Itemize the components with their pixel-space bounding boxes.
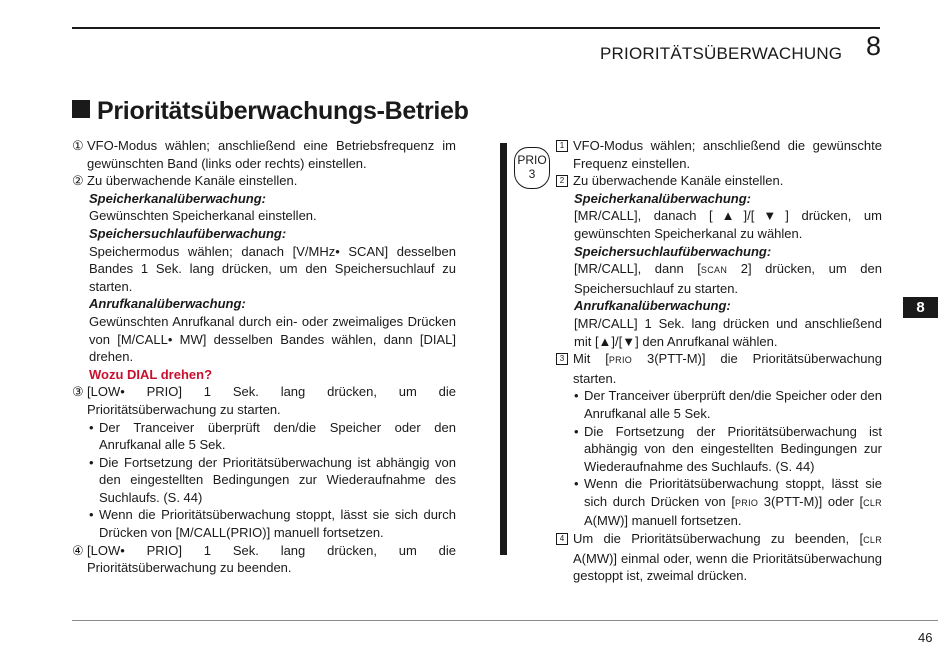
subheading-call: Anrufkanalüberwachung:	[89, 296, 246, 312]
step-text: VFO-Modus wählen; anschließend eine Betriebsfrequenz im gewünschten Band (links oder rechts) einstellen.	[87, 138, 456, 171]
key-label-prio: PRIO	[608, 355, 633, 366]
text-segment: Wenn die Prioritätsüberwachung stoppt, lässt sie sich durch Drücken von [	[584, 476, 882, 509]
step-text: VFO-Modus wählen; anschließend die gewünschte Frequenz einstellen.	[573, 138, 882, 171]
bullet-dot: •	[574, 423, 579, 439]
why-dial-link[interactable]: Wozu DIAL drehen?	[89, 366, 213, 382]
bullet-item	[574, 387, 882, 422]
bullet-item	[574, 423, 882, 476]
step-box-marker: 3	[556, 353, 568, 365]
step-marker: ①	[72, 138, 84, 153]
step-box-marker: 1	[556, 140, 568, 152]
key-label-clr: CLR	[863, 497, 882, 508]
subheading-memory-scan: Speichersuchlaufüberwachung:	[89, 225, 287, 241]
bullet-dot: •	[89, 454, 94, 470]
call-text: Gewünschten Anrufkanal durch ein- oder zweimaliges Drücken von [M/CALL• MW] desselben Bandes wählen, dann [DIAL] drehen.	[89, 313, 456, 365]
text-segment: A(MW)] manuell fortsetzen.	[584, 513, 742, 529]
text-segment: [MR/CALL], dann [	[574, 261, 701, 277]
section-heading	[72, 97, 469, 126]
bullet-dot: •	[89, 507, 94, 523]
column-divider-bar	[500, 143, 507, 555]
header-rule	[72, 27, 880, 29]
memory-scan-text	[574, 260, 882, 297]
step-text: [LOW• PRIO] 1 Sek. lang drücken, um die Prioritätsüberwachung zu starten.	[87, 384, 456, 417]
key-label-clr: CLR	[863, 535, 882, 546]
step-text: Zu überwachende Kanäle einstellen.	[573, 173, 784, 189]
subheading-memory: Speicherkanalüberwachung:	[574, 190, 751, 206]
bullet-text: Die Fortsetzung der Prioritätsüberwachung ist abhängig von den eingestellten Bedingungen zur Wiederaufnahme des Suchlaufs. (S. 44)	[584, 423, 882, 474]
text-segment: Mit [	[573, 351, 609, 367]
step-text: [LOW• PRIO] 1 Sek. lang drücken, um die Prioritätsüberwachung zu beenden.	[87, 542, 456, 576]
text-segment: A(MW)] einmal oder, wenn die Prioritätsüberwachung gestoppt ist, zweimal drücken.	[573, 550, 882, 584]
left-column	[72, 137, 456, 577]
call-text: [MR/CALL] 1 Sek. lang drücken und anschließend mit [▲]/[▼] den Anrufkanal wählen.	[574, 315, 882, 349]
chapter-number: 8	[866, 31, 882, 61]
bullet-text: Wenn die Prioritätsüberwachung stoppt, lässt sie sich durch Drücken von [M/CALL(PRIO)] manuell fortsetzen.	[99, 507, 456, 541]
text-segment: 3(PTT-M)] die Prioritätsüberwachung starten.	[573, 351, 882, 386]
key-label-scan: SCAN	[700, 265, 728, 276]
step-text	[573, 350, 882, 387]
prio-key-number: 3	[528, 167, 536, 181]
step-box-marker: 4	[556, 533, 568, 545]
step-marker: ④	[72, 542, 84, 558]
bullet-dot: •	[574, 476, 579, 492]
bullet-item	[89, 419, 456, 454]
subheading-call: Anrufkanalüberwachung:	[574, 298, 731, 314]
memory-scan-text: Speichermodus wählen; danach [V/MHz• SCAN] desselben Bandes 1 Sek. lang drücken, um den Speichersuchlauf zu starten.	[89, 243, 456, 294]
bullet-dot: •	[89, 419, 94, 435]
chapter-title: PRIORITÄTSÜBERWACHUNG	[600, 44, 843, 63]
step-box-marker: 2	[556, 175, 568, 187]
prio-key-icon	[514, 147, 550, 189]
text-segment: 3(PTT-M)] oder [	[758, 493, 864, 509]
prio-key-label: PRIO	[517, 153, 547, 167]
bullet-item	[89, 506, 456, 541]
bullet-text: Der Tranceiver überprüft den/die Speicher oder den Anrufkanal alle 5 Sek.	[99, 419, 456, 453]
memory-text: [MR/CALL], danach [▲]/[▼] drücken, um gewünschten Speicherkanal zu wählen.	[574, 208, 882, 241]
bullet-item	[574, 475, 882, 530]
section-heading-text: Prioritätsüberwachungs-Betrieb	[97, 97, 469, 125]
left-step-1	[72, 137, 456, 172]
right-column	[556, 137, 882, 585]
square-bullet-icon	[72, 100, 90, 118]
key-label-prio: PRIO	[734, 497, 759, 508]
text-segment: Um die Prioritätsüberwachung zu beenden, [	[573, 531, 864, 547]
right-step-4	[556, 530, 882, 585]
left-step-2	[72, 172, 456, 190]
bullet-text: Die Fortsetzung der Prioritätsüberwachung ist abhängig von den eingestellten Bedingungen zur Wiederaufnahme des Suchlaufs. (S. 44)	[99, 454, 456, 505]
step-marker: ②	[72, 173, 84, 189]
left-step-3	[72, 383, 456, 418]
bullet-text	[584, 475, 882, 530]
bullet-text: Der Tranceiver überprüft den/die Speicher oder den Anrufkanal alle 5 Sek.	[584, 388, 882, 421]
page-number: 46	[918, 630, 933, 645]
right-step-3	[556, 350, 882, 387]
step-text: Zu überwachende Kanäle einstellen.	[87, 173, 298, 189]
right-step-2	[556, 172, 882, 190]
subheading-memory-scan: Speichersuchlaufüberwachung:	[574, 243, 772, 259]
right-step-1	[556, 137, 882, 172]
step-marker: ③	[72, 384, 84, 400]
bullet-dot: •	[574, 388, 579, 404]
left-step-4	[72, 542, 456, 577]
memory-text: Gewünschten Speicherkanal einstellen.	[89, 208, 317, 224]
step-text	[573, 530, 882, 585]
footer-rule	[72, 620, 938, 621]
text-segment: 2] drücken, um den Speichersuchlauf zu starten.	[574, 261, 882, 296]
bullet-item	[89, 454, 456, 507]
chapter-side-tab: 8	[903, 297, 938, 318]
subheading-memory: Speicherkanalüberwachung:	[89, 190, 266, 206]
